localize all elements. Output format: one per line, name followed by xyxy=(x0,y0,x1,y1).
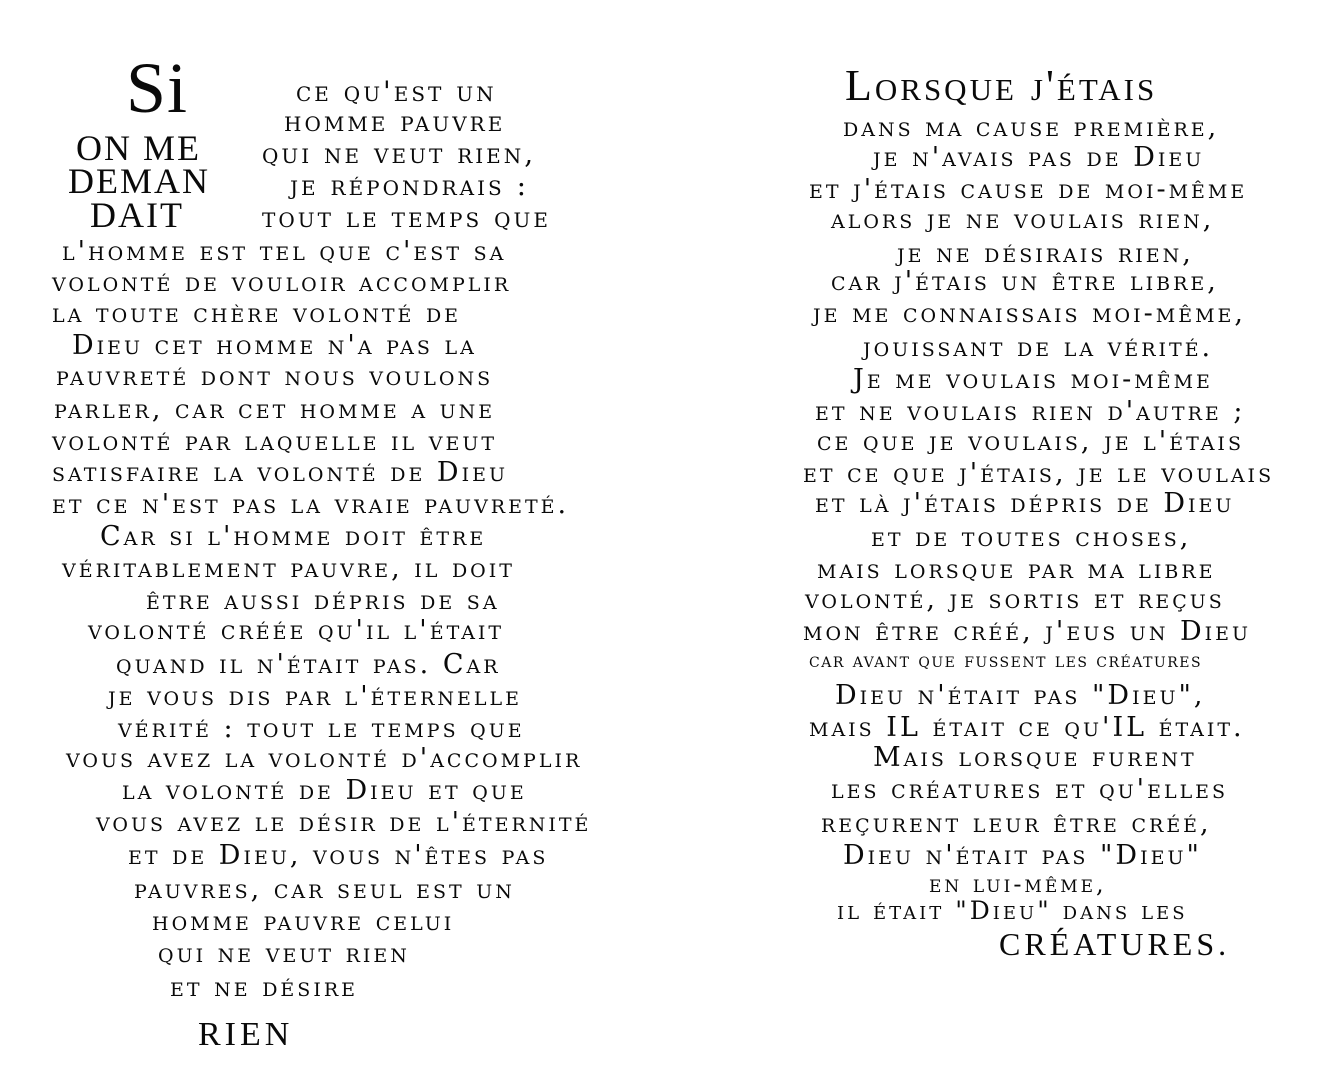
poem-line: je n'avais pas de Dieu xyxy=(873,142,1205,173)
poem-line: mais lorsque par ma libre xyxy=(817,554,1216,585)
poem-line: et ce n'est pas la vraie pauvreté. xyxy=(52,489,570,520)
poem-line: homme pauvre celui xyxy=(152,906,455,937)
side-line: qui ne veut rien, xyxy=(262,137,537,170)
poem-line: et ce que j'étais, je le voulais xyxy=(803,458,1275,489)
poem-line: et là j'étais dépris de Dieu xyxy=(815,488,1235,519)
right-poem-page xyxy=(665,0,1331,1080)
poem-line: pauvres, car seul est un xyxy=(134,874,515,905)
poem-line: et ne désire xyxy=(170,972,359,1003)
dropcap-si: Si xyxy=(126,48,189,128)
poem-line: qui ne veut rien xyxy=(158,938,410,969)
left-poem-page xyxy=(0,0,665,1080)
poem-line: pauvreté dont nous voulons xyxy=(56,361,494,392)
poem-line: je vous dis par l'éternelle xyxy=(108,681,522,712)
poem-line: l'homme est tel que c'est sa xyxy=(62,236,507,267)
poem-line: alors je ne voulais rien, xyxy=(831,204,1215,235)
poem-line: satisfaire la volonté de Dieu xyxy=(52,457,508,488)
poem-line: et j'étais cause de moi-même xyxy=(809,174,1248,205)
poem-line: volonté, je sortis et reçus xyxy=(805,584,1225,615)
poem-line: jouissant de la vérité. xyxy=(863,332,1214,363)
side-line: homme pauvre xyxy=(284,105,506,138)
poem-line: dans ma cause première, xyxy=(843,112,1220,143)
poem-line: volonté par laquelle il veut xyxy=(52,426,498,457)
poem-line: parler, car cet homme a une xyxy=(54,394,496,425)
final-word-creatures: CRÉATURES. xyxy=(999,926,1231,962)
poem-line: véritablement pauvre, il doit xyxy=(62,553,515,584)
poem-line: je me connaissais moi-même, xyxy=(813,298,1246,329)
poem-line: quand il n'était pas. Car xyxy=(116,649,501,680)
poem-line: mais IL était ce qu'IL était. xyxy=(809,712,1245,743)
poem-title: Lorsque j'étais xyxy=(845,61,1158,110)
side-line: tout le temps que xyxy=(262,201,551,234)
poem-line: volonté créée qu'il l'était xyxy=(88,615,505,646)
poem-line: et de toutes choses, xyxy=(871,522,1192,553)
poem-line: Dieu cet homme n'a pas la xyxy=(72,330,477,361)
poem-line: vous avez le désir de l'éternité xyxy=(96,807,592,838)
poem-line: être aussi dépris de sa xyxy=(146,585,500,616)
poem-line: Je me voulais moi-même xyxy=(853,364,1213,395)
poem-line: en lui-même, xyxy=(929,870,1107,898)
poem-line: la volonté de Dieu et que xyxy=(122,775,527,806)
poem-line: car j'étais un être libre, xyxy=(831,266,1219,297)
poem-line: Dieu n'était pas "Dieu" xyxy=(843,840,1202,871)
poem-line: Mais lorsque furent xyxy=(873,742,1197,773)
poem-line: et ne voulais rien d'autre ; xyxy=(815,396,1246,427)
poem-line: je ne désirais rien, xyxy=(897,238,1194,269)
poem-line: volonté de vouloir accomplir xyxy=(52,267,512,298)
dropcap-deman: DEMAN xyxy=(68,161,210,201)
side-line: ce qu'est un xyxy=(296,75,497,108)
poem-line: vous avez la volonté d'accomplir xyxy=(66,743,583,774)
poem-line: reçurent leur être créé, xyxy=(821,808,1212,839)
side-line: je répondrais : xyxy=(290,169,530,202)
poem-line: Car si l'homme doit être xyxy=(100,521,487,552)
final-word-rien: RIEN xyxy=(198,1016,294,1053)
poem-line: la toute chère volonté de xyxy=(52,298,462,329)
poem-line: il était "Dieu" dans les xyxy=(837,896,1188,925)
poem-line: Dieu n'était pas "Dieu", xyxy=(835,680,1206,711)
poem-line: et de Dieu, vous n'êtes pas xyxy=(128,840,549,871)
dropcap-on-me: ON ME xyxy=(76,128,201,168)
poem-line: vérité : tout le temps que xyxy=(118,713,525,744)
poem-line: mon être créé, j'eus un Dieu xyxy=(803,616,1252,647)
poem-line: car avant que fussent les créatures xyxy=(809,648,1203,672)
poem-line: les créatures et qu'elles xyxy=(831,774,1229,805)
poem-line: ce que je voulais, je l'étais xyxy=(817,426,1244,457)
dropcap-dait: DAIT xyxy=(90,195,184,235)
